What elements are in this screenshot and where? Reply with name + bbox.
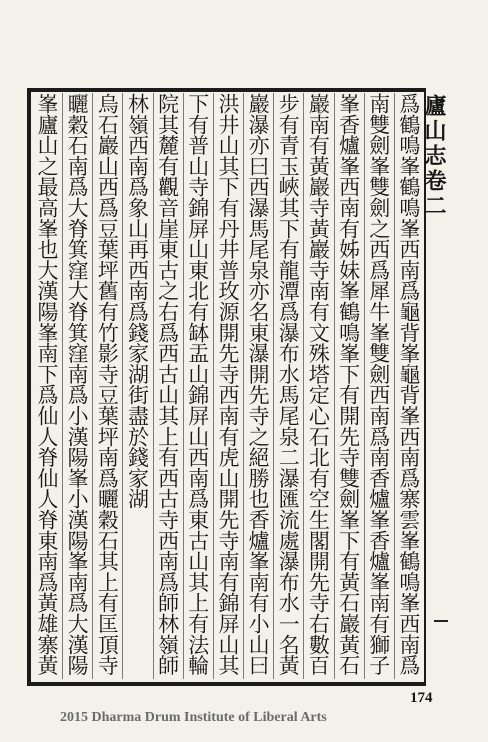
watermark-text: 2015 Dharma Drum Institute of Liberal Arts — [60, 710, 327, 725]
fold-mark — [434, 620, 448, 644]
text-column: 烏石巖山西爲豆葉坪舊有竹影寺豆葉坪南爲曬穀石其上有匡頂寺 — [92, 93, 121, 679]
book-title — [421, 94, 450, 219]
book-title-name: 廬山志 — [421, 94, 447, 169]
text-column: 洪井山其下有丹井普玫源開先寺西南有虎山開先寺南有錦屏山其 — [213, 93, 242, 679]
text-column: 峯廬山之最高峯也大漢陽峯南下爲仙人脊仙人脊東南爲黃雄寨黃 — [35, 93, 59, 676]
page-number: 174 — [410, 690, 433, 706]
book-volume: 卷二 — [421, 169, 447, 219]
page-header-column — [421, 88, 452, 686]
text-column: 巖南有黃巖寺黃巖寺南有文殊塔定心石北有空生閣開先寺右數百 — [303, 93, 332, 679]
text-column: 峯香爐峯西南有姊妹峯鶴鳴峯下有開先寺雙劍峯下有黃石巖黃石 — [334, 93, 363, 679]
text-column: 院其麓有觀音崖東古之右爲西古山其上有西古寺西南爲師林嶺師 — [153, 93, 182, 679]
text-column: 爲鶴鳴峯鶴鳴峯西南爲龜背峯龜背峯西南爲寨雲峯鶴鳴峯西南爲 — [394, 93, 423, 679]
text-column: 步有青玉峽其下有龍潭爲瀑布水馬尾泉二瀑匯流處瀑布水一名黃 — [273, 93, 302, 679]
text-column: 南雙劍峯雙劍之西爲犀牛峯雙劍西南爲南香爐峯香爐峯南有獅子 — [364, 93, 393, 679]
text-columns — [33, 93, 423, 679]
text-column: 巖瀑亦曰西瀑馬尾泉亦名東瀑開先寺之絕勝也香爐峯南有小山曰 — [243, 93, 272, 679]
text-column: 林嶺西南爲象山再西南爲錢家湖街盡於錢家湖 — [122, 93, 151, 679]
text-column: 下有普山寺錦屏山東北有缽盂山錦屏山西南爲東古山其上有法輪 — [183, 93, 212, 679]
text-column: 曬穀石南爲大脊箕窪大脊箕窪南爲小漢陽峯小漢陽峯南爲大漢陽 — [62, 93, 91, 679]
